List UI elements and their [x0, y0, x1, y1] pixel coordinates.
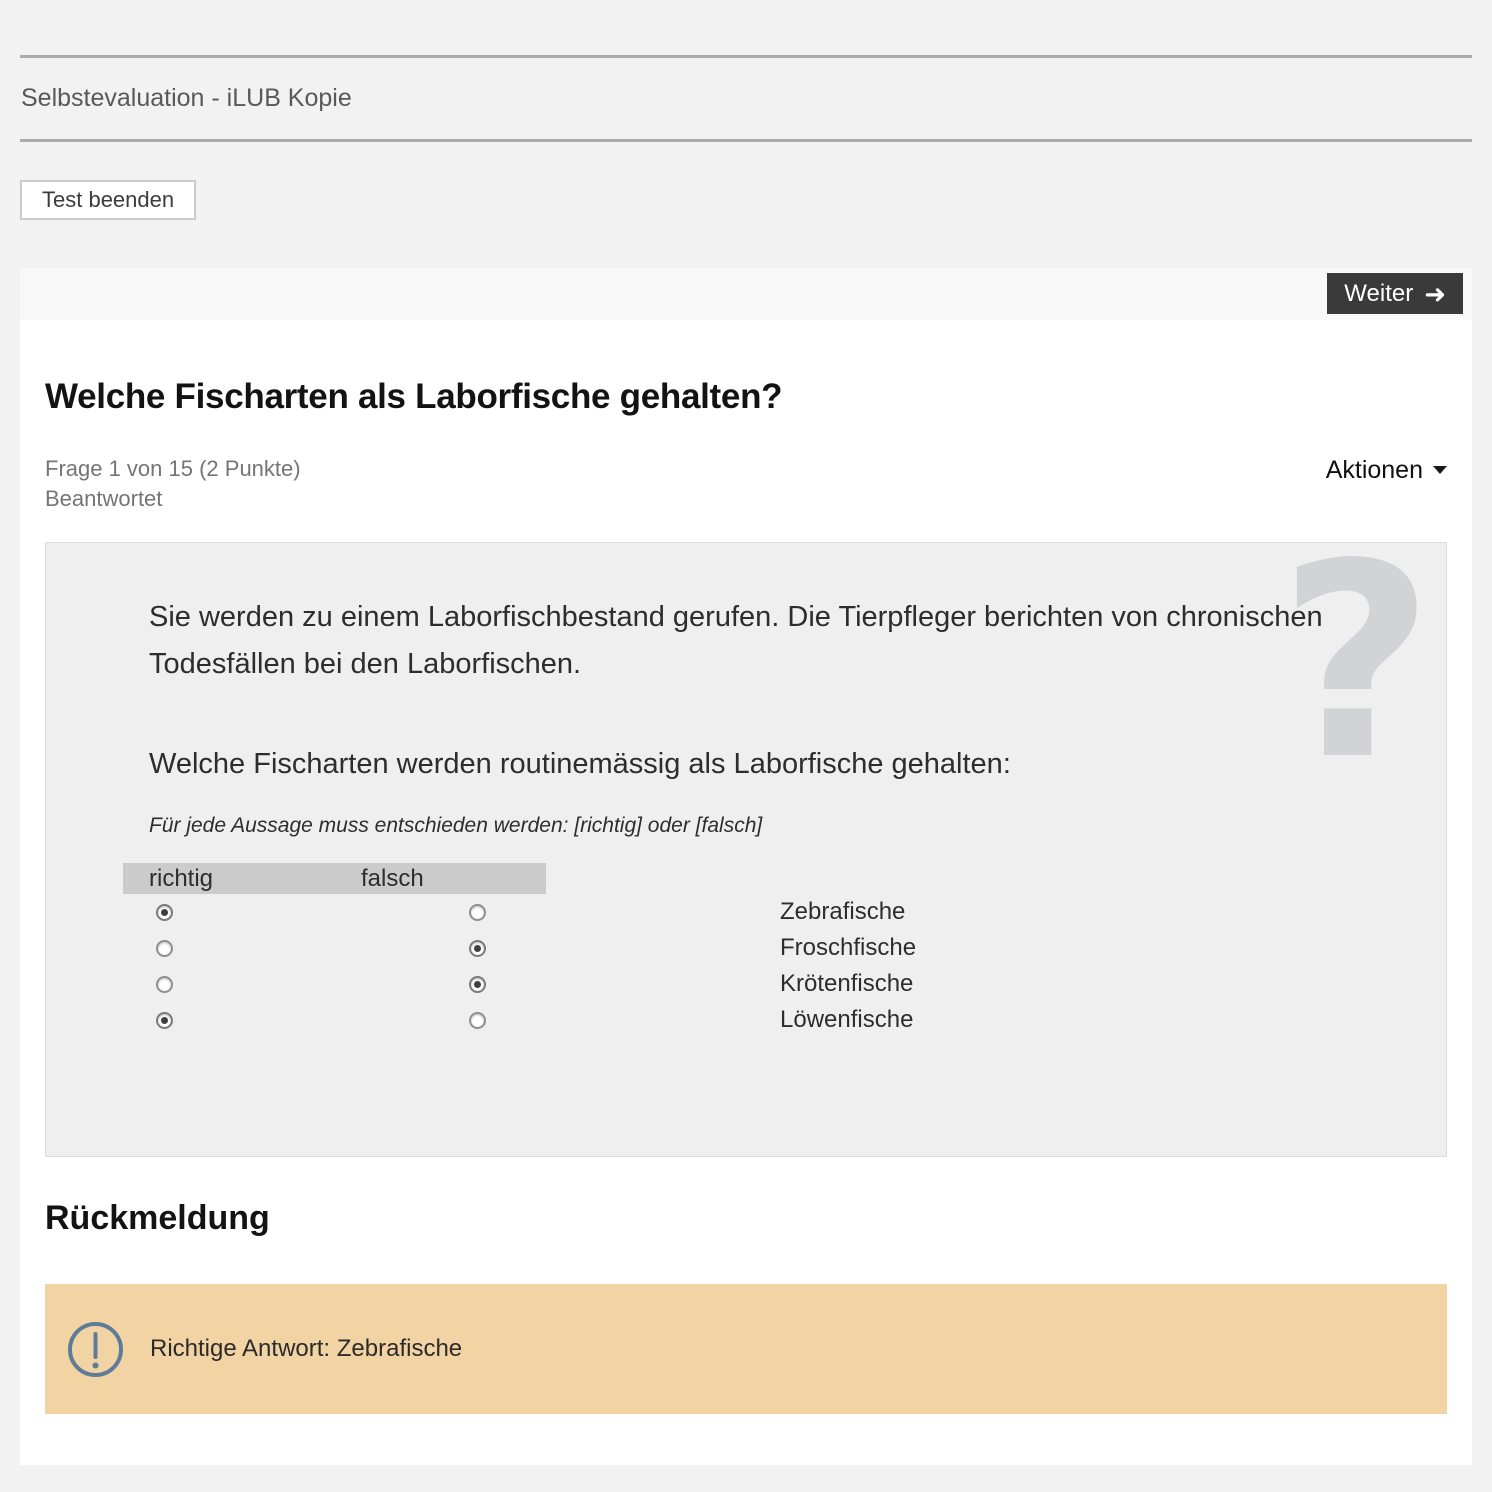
radio-falsch[interactable] — [469, 976, 486, 993]
radio-falsch[interactable] — [469, 904, 486, 921]
page-title: Selbstevaluation - iLUB Kopie — [21, 84, 352, 112]
alert-icon — [67, 1321, 124, 1378]
cell-richtig — [123, 904, 437, 921]
answer-row — [123, 930, 1326, 966]
feedback-heading: Rückmeldung — [45, 1199, 270, 1237]
feedback-message: Richtige Antwort: Zebrafische — [150, 1335, 463, 1362]
question-content — [20, 376, 1472, 1414]
title-divider — [20, 139, 1472, 142]
question-intro-text: Sie werden zu einem Laborfischbestand gerufen. Die Tierpfleger berichten von chronischen Todesfällen bei den Laborfischen. — [149, 601, 1323, 680]
top-divider — [20, 55, 1472, 58]
question-meta-row — [45, 454, 1447, 514]
question-box — [45, 507, 1447, 1157]
actions-label: Aktionen — [1325, 456, 1423, 484]
actions-dropdown[interactable] — [1326, 456, 1447, 514]
question-counter: Frage 1 von 15 (2 Punkte) — [45, 456, 301, 481]
question-prompt-text: Welche Fischarten werden routinemässig als Laborfische gehalten: — [149, 748, 1011, 780]
radio-richtig[interactable] — [156, 940, 173, 957]
answer-label: Zebrafische — [780, 898, 906, 925]
answer-row — [123, 966, 1326, 1002]
answer-label: Krötenfische — [780, 970, 914, 997]
feedback-box — [45, 1284, 1447, 1414]
answer-rows — [123, 894, 1326, 1038]
question-card — [20, 268, 1472, 1465]
answer-table-header — [123, 863, 546, 894]
radio-falsch[interactable] — [469, 1012, 486, 1029]
answer-row — [123, 894, 1326, 930]
radio-richtig[interactable] — [156, 976, 173, 993]
answer-label: Löwenfische — [780, 1006, 914, 1033]
cell-richtig — [123, 976, 437, 993]
question-mark-watermark: ? — [1278, 507, 1434, 819]
column-header-falsch: falsch — [361, 864, 424, 892]
cell-falsch — [437, 976, 780, 993]
radio-richtig[interactable] — [156, 904, 173, 921]
finish-test-button[interactable]: Test beenden — [20, 180, 196, 220]
cell-richtig — [123, 940, 437, 957]
cell-richtig — [123, 1012, 437, 1029]
answer-row — [123, 1002, 1326, 1038]
next-button[interactable] — [1327, 273, 1463, 314]
question-instruction-text: Für jede Aussage muss entschieden werden: [richtig] oder [falsch] — [149, 814, 763, 837]
answer-label: Froschfische — [780, 934, 917, 961]
cell-falsch — [437, 1012, 780, 1029]
radio-falsch[interactable] — [469, 940, 486, 957]
cell-falsch — [437, 904, 780, 921]
answer-table — [123, 863, 1326, 1038]
question-meta — [45, 454, 301, 514]
next-button-label: Weiter — [1344, 279, 1414, 307]
column-header-richtig: richtig — [149, 864, 214, 892]
radio-richtig[interactable] — [156, 1012, 173, 1029]
chevron-down-icon — [1433, 466, 1447, 474]
arrow-right-icon: ➜ — [1424, 278, 1446, 309]
question-status: Beantwortet — [45, 486, 163, 511]
cell-falsch — [437, 940, 780, 957]
navigation-toolbar — [20, 268, 1472, 320]
question-title: Welche Fischarten als Laborfische gehalten? — [45, 377, 783, 416]
